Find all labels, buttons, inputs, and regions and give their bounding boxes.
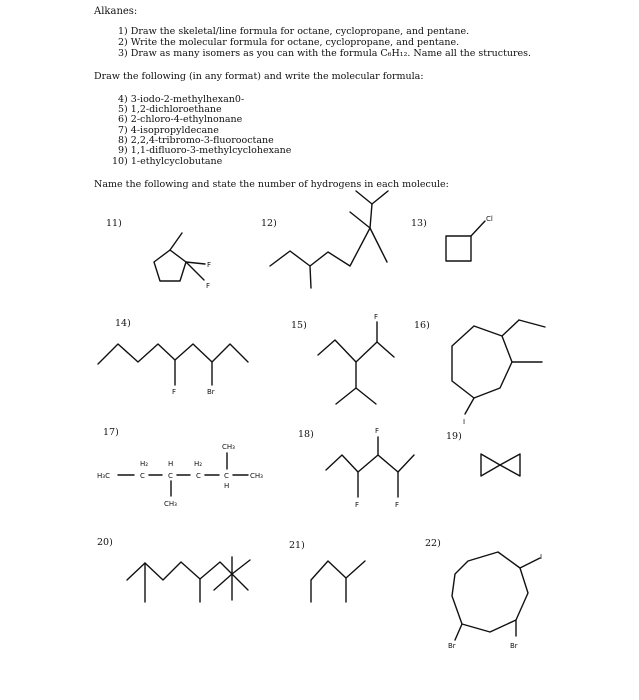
problem-17-number: 17) <box>103 427 119 438</box>
atom-label-h: H <box>168 460 174 468</box>
atom-label-h3c: H₃C <box>97 472 110 480</box>
structure-17 <box>97 443 263 508</box>
problem-22-number: 22) <box>425 538 441 549</box>
structure-13 <box>446 215 493 261</box>
problem-14-number: 14) <box>115 318 131 329</box>
atom-label-i: I <box>463 418 466 426</box>
part2-item-7: 7) 4-isopropyldecane <box>118 125 219 136</box>
structure-11 <box>154 233 211 290</box>
atom-label-i: I <box>540 553 543 561</box>
problem-15-number: 15) <box>291 320 307 331</box>
atom-label-ch3: CH₃ <box>250 472 263 480</box>
part1-item-2: 2) Write the molecular formula for octane, cyclopropane, and pentane. <box>118 37 460 48</box>
atom-label-c: C <box>140 472 145 480</box>
part2-item-5: 5) 1,2-dichloroethane <box>118 104 222 115</box>
atom-label-ch3: CH₃ <box>222 443 235 451</box>
part2-heading: Draw the following (in any format) and write the molecular formula: <box>94 71 424 82</box>
atom-label-f: F <box>374 313 379 321</box>
problem-11-number: 11) <box>106 218 122 229</box>
problem-18-number: 18) <box>298 429 314 440</box>
atom-label-br: Br <box>510 642 518 650</box>
problem-21-number: 21) <box>289 540 305 551</box>
structure-20 <box>127 557 250 602</box>
part2-item-8: 8) 2,2,4-tribromo-3-fluorooctane <box>118 135 274 146</box>
atom-label-c: C <box>168 472 173 480</box>
part2-item-4: 4) 3-iodo-2-methylhexan0- <box>118 94 245 105</box>
atom-label-f: F <box>395 501 400 509</box>
part3-heading: Name the following and state the number of hydrogens in each molecule: <box>94 179 449 190</box>
part2-item-9: 9) 1,1-difluoro-3-methylcyclohexane <box>118 145 292 156</box>
part2-item-10: 10) 1-ethylcyclobutane <box>112 156 223 167</box>
atom-label-c: C <box>224 472 229 480</box>
atom-label-f: F <box>172 388 177 396</box>
atom-label-f: F <box>206 282 211 290</box>
atom-label-ch3: CH₃ <box>164 500 177 508</box>
structure-14 <box>98 344 248 396</box>
page-title: Alkanes: <box>94 6 138 17</box>
atom-label-h2: H₂ <box>194 460 203 468</box>
structure-22 <box>448 552 542 650</box>
atom-label-br: Br <box>448 642 456 650</box>
atom-label-h: H <box>224 482 230 490</box>
atom-label-f: F <box>355 501 360 509</box>
atom-label-h2: H₂ <box>140 460 149 468</box>
problem-19-number: 19) <box>446 431 462 442</box>
problem-12-number: 12) <box>261 218 277 229</box>
structure-21 <box>311 561 365 602</box>
structure-15 <box>318 313 394 404</box>
structure-18 <box>326 427 414 509</box>
atom-label-f: F <box>375 427 380 435</box>
atom-label-br: Br <box>207 388 215 396</box>
problem-16-number: 16) <box>414 320 430 331</box>
atom-label-c: C <box>196 472 201 480</box>
problem-20-number: 20) <box>97 537 113 548</box>
atom-label-cl: Cl <box>486 215 493 223</box>
problem-13-number: 13) <box>411 218 427 229</box>
atom-label-f: F <box>207 261 212 269</box>
part2-item-6: 6) 2-chloro-4-ethylnonane <box>118 114 243 125</box>
part1-item-1: 1) Draw the skeletal/line formula for octane, cyclopropane, and pentane. <box>118 26 470 37</box>
structure-19 <box>481 454 520 476</box>
part1-item-3: 3) Draw as many isomers as you can with the formula C₆H₁₂. Name all the structures. <box>118 48 532 59</box>
structure-12 <box>270 191 388 288</box>
structure-16 <box>452 320 545 426</box>
